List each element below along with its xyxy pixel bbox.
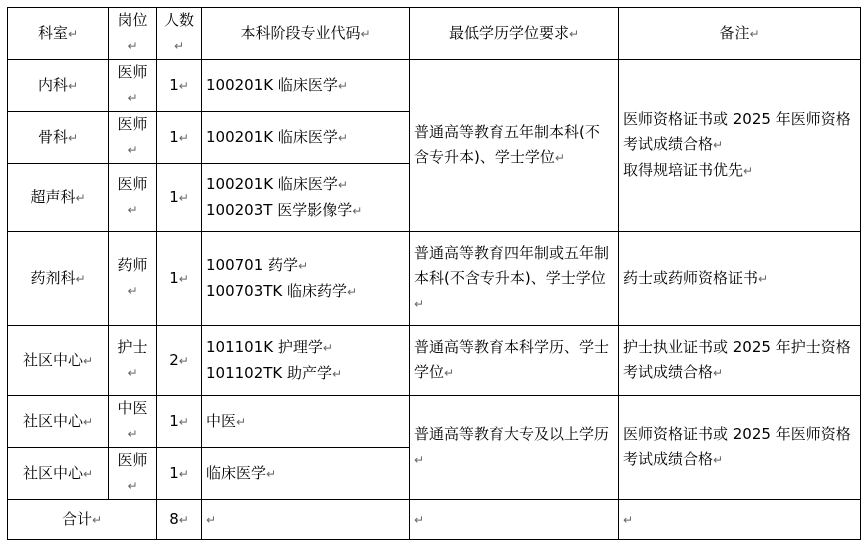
dept-cell: 药剂科↵: [8, 232, 109, 326]
major-cell: 中医↵: [202, 396, 410, 448]
dept-cell: 超声科↵: [8, 164, 109, 232]
empty-cell: ↵: [202, 500, 410, 540]
post-cell: 药师↵: [109, 232, 157, 326]
notes-cell: 医师资格证书或 2025 年医师资格考试成绩合格↵: [619, 396, 861, 500]
count-cell: 1↵: [157, 112, 202, 164]
count-cell: 1↵: [157, 232, 202, 326]
header-notes: 备注↵: [619, 8, 861, 60]
major-cell: 100201K 临床医学↵: [202, 60, 410, 112]
dept-cell: 社区中心↵: [8, 448, 109, 500]
dept-cell: 骨科↵: [8, 112, 109, 164]
header-major: 本科阶段专业代码↵: [202, 8, 410, 60]
post-cell: 医师↵: [109, 448, 157, 500]
notes-cell: 药士或药师资格证书↵: [619, 232, 861, 326]
total-label: 合计↵: [8, 500, 157, 540]
degree-cell: 普通高等教育四年制或五年制本科(不含专升本)、学士学位↵: [410, 232, 619, 326]
table-row: [8, 60, 861, 112]
dept-cell: 社区中心↵: [8, 326, 109, 396]
dept-cell: 社区中心↵: [8, 396, 109, 448]
count-cell: 1↵: [157, 60, 202, 112]
total-count: 8↵: [157, 500, 202, 540]
table-row: [8, 396, 861, 448]
count-cell: 1↵: [157, 164, 202, 232]
header-dept: 科室↵: [8, 8, 109, 60]
note-line: 取得规培证书优先↵: [623, 161, 754, 179]
table-row: [8, 232, 861, 326]
count-cell: 1↵: [157, 448, 202, 500]
notes-cell: [619, 60, 861, 232]
degree-cell: 普通高等教育五年制本科(不含专升本)、学士学位↵: [410, 60, 619, 232]
major-cell: 100201K 临床医学↵: [202, 112, 410, 164]
major-cell: 100701 药学↵ 100703TK 临床药学↵: [202, 232, 410, 326]
recruitment-table: [7, 7, 861, 540]
table-row: [8, 326, 861, 396]
notes-cell: 护士执业证书或 2025 年护士资格考试成绩合格↵: [619, 326, 861, 396]
header-row: [8, 8, 861, 60]
post-cell: 护士↵: [109, 326, 157, 396]
post-cell: 医师↵: [109, 112, 157, 164]
major-cell: 101101K 护理学↵ 101102TK 助产学↵: [202, 326, 410, 396]
post-cell: 医师↵: [109, 60, 157, 112]
header-degree: 最低学历学位要求↵: [410, 8, 619, 60]
note-line: 医师资格证书或 2025 年医师资格考试成绩合格↵: [623, 110, 851, 153]
empty-cell: ↵: [619, 500, 861, 540]
empty-cell: ↵: [410, 500, 619, 540]
dept-cell: 内科↵: [8, 60, 109, 112]
degree-cell: 普通高等教育大专及以上学历↵: [410, 396, 619, 500]
major-cell: 临床医学↵: [202, 448, 410, 500]
post-cell: 中医↵: [109, 396, 157, 448]
degree-cell: 普通高等教育本科学历、学士学位↵: [410, 326, 619, 396]
count-cell: 2↵: [157, 326, 202, 396]
header-count: 人数↵: [157, 8, 202, 60]
count-cell: 1↵: [157, 396, 202, 448]
total-row: [8, 500, 861, 540]
header-post: 岗位↵: [109, 8, 157, 60]
post-cell: 医师↵: [109, 164, 157, 232]
major-cell: 100201K 临床医学↵ 100203T 医学影像学↵: [202, 164, 410, 232]
